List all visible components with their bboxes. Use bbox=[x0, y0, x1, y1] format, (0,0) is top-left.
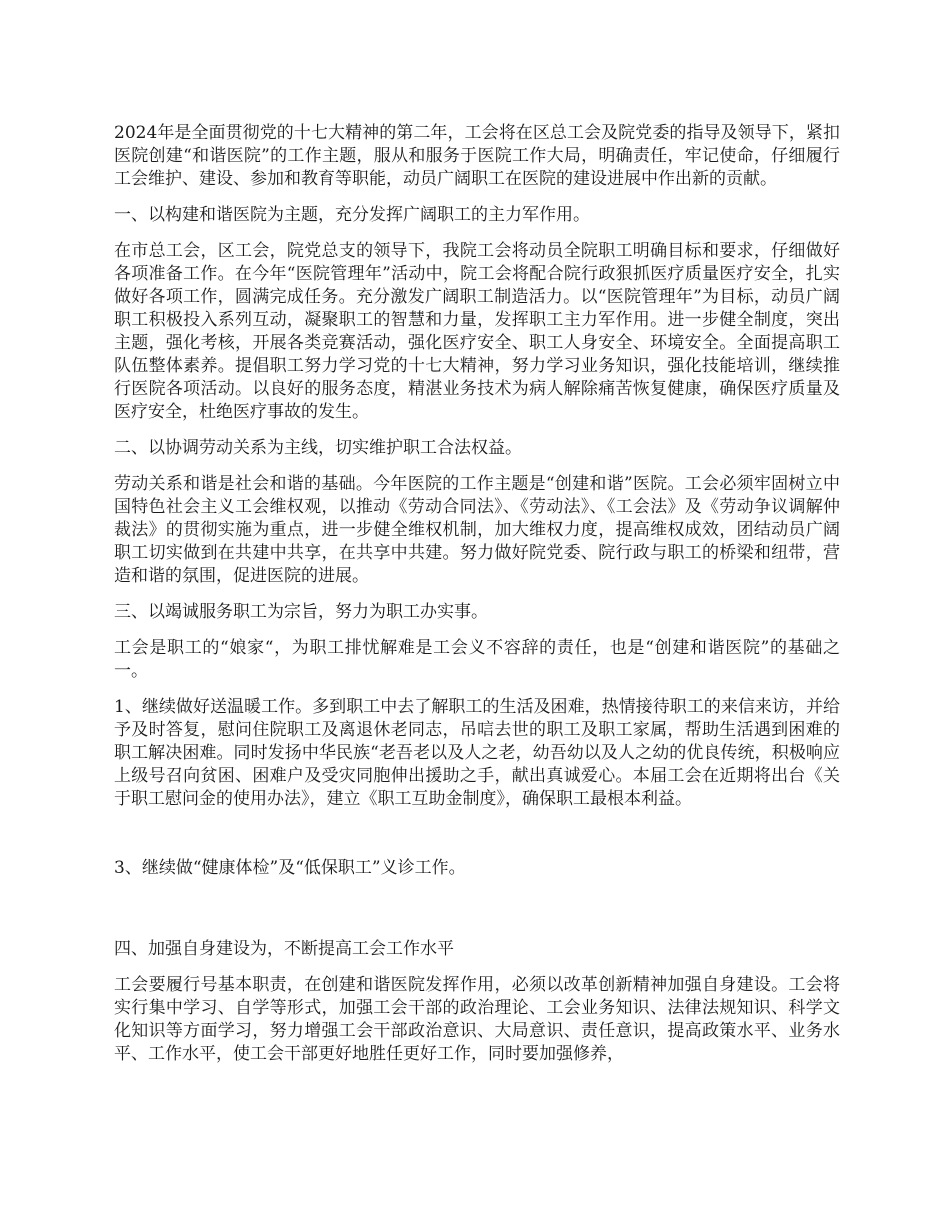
list-item-3: 3、继续做“健康体检”及“低保职工”义诊工作。 bbox=[114, 858, 466, 878]
section-heading-1: 一、以构建和谐医院为主题，充分发挥广阔职工的主力军作用。 bbox=[114, 205, 590, 225]
list-item-1: 1、继续做好送温暖工作。多到职工中去了解职工的生活及困难，热情接待职工的来信来访，并给予及时答复，慰问住院职工及离退休老同志，吊唁去世的职工及职工家属，帮助生活遇到困难的职工解决困难。同时发扬中华民族“老吾老以及人之老，幼吾幼以及人之幼的优良传统，积极响应上级号召向贫困、困难户及受灾同胞伸出援助之手，献出真诚爱心。本届工会在近期将出台《关于职工慰问金的使用办法》，建立《职工互助金制度》，确保职工最根本利益。 bbox=[114, 697, 840, 809]
section-heading-3: 三、以竭诚服务职工为宗旨，努力为职工办实事。 bbox=[114, 602, 488, 622]
document-page bbox=[114, 122, 840, 1079]
section-3-paragraph: 工会是职工的“娘家“，为职工排忧解难是工会义不容辞的责任，也是“创建和谐医院”的基础之一。 bbox=[114, 638, 840, 681]
section-4-paragraph: 工会要履行号基本职责，在创建和谐医院发挥作用，必须以改革创新精神加强自身建设。工会将实行集中学习、自学等形式，加强工会干部的政治理论、工会业务知识、法律法规知识、科学文化知识等方面学习，努力增强工会干部政治意识、大局意识、责任意识，提高政策水平、业务水平、工作水平，使工会干部更好地胜任更好工作，同时要加强修养， bbox=[114, 975, 840, 1064]
section-heading-4: 四、加强自身建设为，不断提高工会工作水平 bbox=[114, 939, 454, 959]
intro-paragraph: 2024年是全面贯彻党的十七大精神的第二年，工会将在区总工会及院党委的指导及领导下，紧扣医院创建“和谐医院”的工作主题，服从和服务于医院工作大局，明确责任，牢记使命，仔细履行工会维护、建设、参加和教育等职能，动员广阔职工在医院的建设进展中作出新的贡献。 bbox=[114, 123, 840, 189]
section-1-paragraph: 在市总工会，区工会，院党总支的领导下，我院工会将动员全院职工明确目标和要求，仔细做好各项准备工作。在今年“医院管理年”活动中，院工会将配合院行政狠抓医疗质量医疗安全，扎实做好各项工作，圆满完成任务。充分激发广阔职工制造活力。以“医院管理年”为目标，动员广阔职工积极投入系列互动，凝聚职工的智慧和力量，发挥职工主力军作用。进一步健全制度，突出主题，强化考核，开展各类竞赛活动，强化医疗安全、职工人身安全、环境安全。全面提高职工队伍整体素养。提倡职工努力学习党的十七大精神，努力学习业务知识，强化技能培训，继续推行医院各项活动。以良好的服务态度，精湛业务技术为病人解除痛苦恢复健康，确保医疗质量及医疗安全，杜绝医疗事故的发生。 bbox=[114, 241, 840, 422]
section-heading-2: 二、以协调劳动关系为主线，切实维护职工合法权益。 bbox=[114, 438, 522, 458]
section-2-paragraph: 劳动关系和谐是社会和谐的基础。今年医院的工作主题是“创建和谐”医院。工会必须牢固树立中国特色社会主义工会维权观，以推动《劳动合同法》、《劳动法》、《工会法》及《劳动争议调解仲裁法》的贯彻实施为重点，进一步健全维权机制，加大维权力度，提高维权成效，团结动员广阔职工切实做到在共建中共享，在共享中共建。努力做好院党委、院行政与职工的桥梁和纽带，营造和谐的氛围，促进医院的进展。 bbox=[114, 474, 840, 586]
